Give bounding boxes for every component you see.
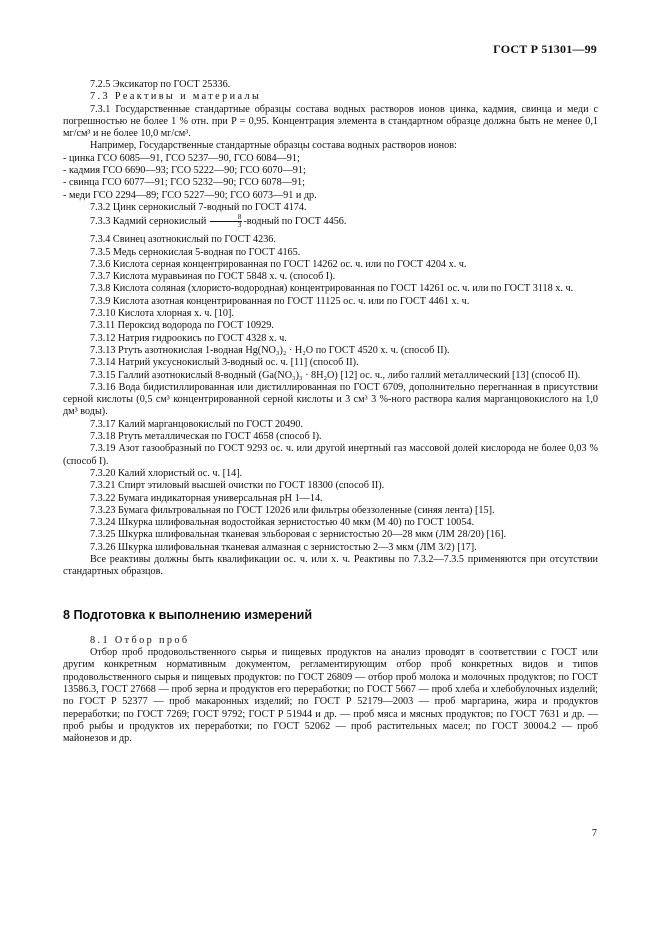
fraction-denominator: 3 (237, 221, 242, 230)
section-8-title: 8 Подготовка к выполнению измерений (63, 607, 313, 622)
gso-list-item: - цинка ГСО 6085—91, ГСО 5237—90, ГСО 6084—91; (63, 152, 300, 164)
item-7-3-14: 7.3.14 Натрий уксуснокислый 3-водный ос. ч. [11] (способ II). (90, 357, 359, 369)
item-7-3-22: 7.3.22 Бумага индикаторная универсальная pH 1—14. (90, 492, 323, 504)
item-7-3-3 (63, 214, 598, 230)
item-7-3-11: 7.3.11 Пероксид водорода по ГОСТ 10929. (90, 320, 274, 332)
document-header: ГОСТ Р 51301—99 (493, 42, 597, 56)
item-7-3-3-text: 7.3.3 Кадмий сернокислый (90, 216, 207, 228)
item-7-3-23: 7.3.23 Бумага фильтровальная по ГОСТ 12026 или фильтры обеззоленные (синяя лента) [15]. (90, 504, 495, 516)
item-7-3-2: 7.3.2 Цинк сернокислый 7-водный по ГОСТ 4174. (90, 201, 307, 213)
subsection-heading-8-1: 8.1 Отбор проб (90, 634, 190, 646)
item-7-3-8: 7.3.8 Кислота соляная (хлористо-водородная) концентрированная по ГОСТ 14261 ос. ч. или по ГОСТ 3118 х. ч. (90, 283, 574, 295)
item-7-3-13: 7.3.13 Ртуть азотнокислая 1-водная Hg(NO₃)₂ · H₂O по ГОСТ 4520 х. ч. (способ II). (90, 344, 450, 356)
item-7-3-6: 7.3.6 Кислота серная концентрированная по ГОСТ 14262 ос. ч. или по ГОСТ 4204 х. ч. (90, 258, 467, 270)
item-7-3-17: 7.3.17 Калий марганцовокислый по ГОСТ 20490. (90, 418, 303, 430)
fraction-numerator: 8 (210, 214, 243, 222)
item-7-2-5: 7.2.5 Эксикатор по ГОСТ 25336. (90, 79, 231, 90)
fraction-eight-thirds (210, 214, 243, 229)
gso-list-item: - меди ГСО 2294—89; ГСО 5227—90; ГСО 6073—91 и др. (63, 189, 317, 201)
page-number: 7 (591, 828, 597, 839)
item-7-3-21: 7.3.21 Спирт этиловый высшей очистки по ГОСТ 18300 (способ II). (90, 480, 385, 492)
item-7-3-4: 7.3.4 Свинец азотнокислый по ГОСТ 4236. (90, 234, 276, 246)
item-7-3-20: 7.3.20 Калий хлористый ос. ч. [14]. (90, 467, 243, 479)
item-7-3-10: 7.3.10 Кислота хлорная х. ч. [10]. (90, 308, 234, 320)
item-7-3-7: 7.3.7 Кислота муравьиная по ГОСТ 5848 х. ч. (способ I). (90, 271, 336, 283)
item-7-3-24: 7.3.24 Шкурка шлифовальная водостойкая зернистостью 40 мкм (М 40) по ГОСТ 10054. (90, 517, 475, 529)
sampling-paragraph: Отбор проб продовольственного сырья и пищевых продуктов на анализ проводят в соответствии с ГОСТ или другим конкретным нормативным документом, регламентирующим отбор проб конкретных видов и типов продовольственного сырья и пищевых продуктов: по ГОСТ 26809 — отбор проб молока и молочных продуктов; по ГОСТ 13586.3, ГОСТ 27668 — проб зерна и продуктов его переработки; по ГОСТ 5667 — проб хлеба и хлебобулочных изделий; по ГОСТ Р 52377 — проб макаронных изделий; по ГОСТ Р 52179—2003 — проб маргарина, жира и продуктов переработки; по ГОСТ 7269; ГОСТ 9792; ГОСТ Р 51944 и др. — проб мяса и мясных продуктов; по ГОСТ 7631 и др. — проб рыбы и продуктов их переработки; по ГОСТ 52062 — проб растительных масел; по ГОСТ 30004.2 — проб майонезов и др. (63, 647, 598, 745)
gso-list-item: - свинца ГСО 6077—91; ГСО 5232—90; ГСО 6078—91; (63, 177, 305, 189)
item-7-3-15: 7.3.15 Галлий азотнокислый 8-водный (Ga(NO₃)₃ · 8H₂O) [12] ос. ч., либо галлий металлический [13] (способ II). (90, 369, 581, 381)
item-7-3-19: 7.3.19 Азот газообразный по ГОСТ 9293 ос. ч. или другой инертный газ массовой долей кислорода не более 0,03 % (способ I). (63, 443, 598, 467)
item-7-3-16: 7.3.16 Вода бидистиллированная или дистиллированная по ГОСТ 6709, дополнительно перегнанная в присутствии серной кислоты (0,5 см³ концентрированной серной кислоты и 3 см³ 3 %-ного раствора калия марганцовокислого на 1,0 дм³ воды). (63, 381, 598, 418)
item-7-3-5: 7.3.5 Медь сернокислая 5-водная по ГОСТ 4165. (90, 246, 301, 258)
page-content (63, 79, 598, 746)
item-7-3-9: 7.3.9 Кислота азотная концентрированная по ГОСТ 11125 ос. ч. или по ГОСТ 4461 х. ч. (90, 295, 470, 307)
item-7-3-25: 7.3.25 Шкурка шлифовальная тканевая эльборовая с зернистостью 20—28 мкм (ЛМ 28/20) [16]. (90, 529, 507, 541)
gso-list-item: - кадмия ГСО 6690—93; ГСО 5222—90; ГСО 6070—91; (63, 165, 306, 177)
reagents-qualification-note: Все реактивы должны быть квалификации ос. ч. или х. ч. Реактивы по 7.3.2—7.3.5 применяются при отсутствии стандартных образцов. (63, 553, 598, 578)
item-7-3-3-tail: -водный по ГОСТ 4456. (243, 216, 347, 228)
gso-example-intro: Например, Государственные стандартные образцы состава водных растворов ионов: (90, 140, 457, 152)
subsection-heading-7-3: 7.3 Реактивы и материалы (90, 91, 262, 103)
item-7-3-12: 7.3.12 Натрия гидроокись по ГОСТ 4328 х. ч. (90, 332, 287, 344)
item-7-3-26: 7.3.26 Шкурка шлифовальная тканевая алмазная с зернистостью 2—3 мкм (ЛМ 3/2) [17]. (90, 541, 477, 553)
item-7-3-18: 7.3.18 Ртуть металлическая по ГОСТ 4658 (способ I). (90, 431, 322, 443)
item-7-3-1: 7.3.1 Государственные стандартные образцы состава водных растворов ионов цинка, кадмия, свинца и меди с погрешностью не более 1 % отн. при P = 0,95. Концентрация элемента в стандартном образце должна быть не менее 0,1 мг/см³ и не более 10,0 мг/см³. (63, 103, 598, 140)
